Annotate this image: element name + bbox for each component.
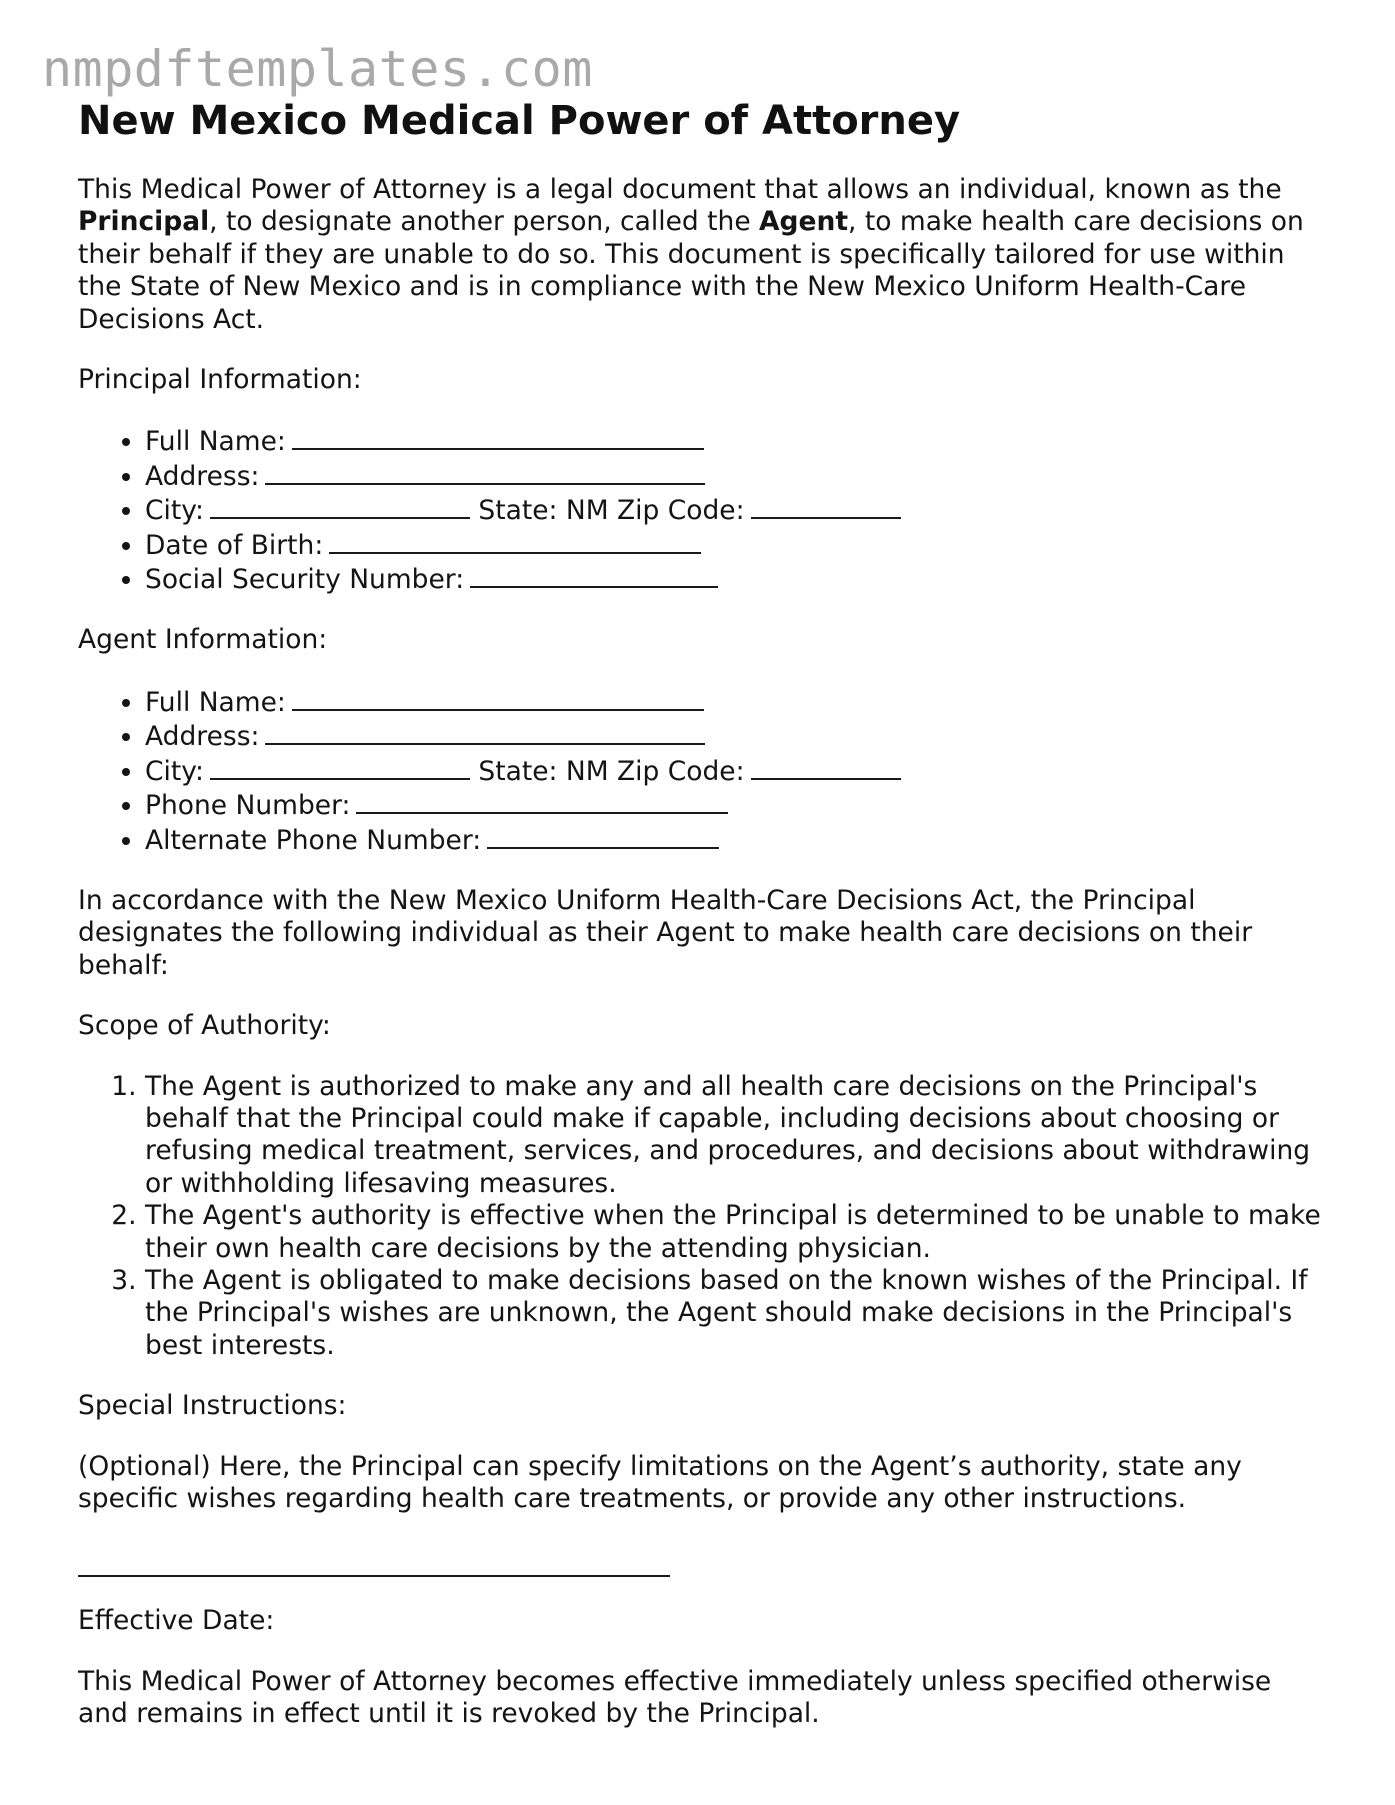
agent-term: Agent <box>759 206 849 238</box>
principal-full-name-field[interactable]: • Full Name: <box>145 424 1328 458</box>
effective-date-heading: Effective Date: <box>78 1605 275 1637</box>
principal-dob-field[interactable]: • Date of Birth: <box>145 528 1328 562</box>
agent-info-heading: Agent Information: <box>78 624 328 656</box>
agent-city-state-zip-field[interactable]: • City: State: NM Zip Code: <box>145 754 1328 788</box>
document-title: New Mexico Medical Power of Attorney <box>78 98 961 144</box>
designation-paragraph: In accordance with the New Mexico Uniform Health-Care Decisions Act, the Principal designates the following individual as their Agent to make health care decisions on their behalf: <box>78 884 1253 981</box>
agent-address-field[interactable]: • Address: <box>145 719 1328 753</box>
principal-info-heading: Principal Information: <box>78 364 362 396</box>
scope-item: 1. The Agent is authorized to make any and all health care decisions on the Principal's behalf that the Principal could make if capable, including decisions about choosing or refusing medical treatment, services, and procedures, and decisions about withdrawing or withholding lifesaving measures. <box>145 1071 1328 1201</box>
site-watermark: nmpdftemplates.com <box>42 40 593 98</box>
document-body <box>78 96 1328 1731</box>
special-instructions-line[interactable] <box>78 1549 670 1577</box>
agent-full-name-field[interactable]: • Full Name: <box>145 685 1328 719</box>
principal-address-field[interactable]: • Address: <box>145 459 1328 493</box>
agent-phone-field[interactable]: • Phone Number: <box>145 788 1328 822</box>
principal-city-state-zip-field[interactable]: • City: State: NM Zip Code: <box>145 493 1328 527</box>
scope-list <box>78 1071 1328 1363</box>
principal-ssn-field[interactable]: • Social Security Number: <box>145 562 1328 596</box>
principal-info-list <box>78 424 1328 596</box>
scope-item: 3. The Agent is obligated to make decisions based on the known wishes of the Principal. If the Principal's wishes are unknown, the Agent should make decisions in the Principal's best interests. <box>145 1265 1328 1362</box>
scope-heading: Scope of Authority: <box>78 1010 331 1042</box>
effective-date-text: This Medical Power of Attorney becomes effective immediately unless specified otherwise and remains in effect until it is revoked by the Principal. <box>78 1665 1272 1730</box>
special-instructions-heading: Special Instructions: <box>78 1390 347 1422</box>
agent-alt-phone-field[interactable]: • Alternate Phone Number: <box>145 823 1328 857</box>
special-instructions-text: (Optional) Here, the Principal can specify limitations on the Agent’s authority, state any specific wishes regarding health care treatments, or provide any other instructions. <box>78 1450 1242 1514</box>
agent-info-list <box>78 685 1328 857</box>
intro-paragraph: This Medical Power of Attorney is a legal document that allows an individual, known as the Principal, to designate another person, called the Agent, to make health care decisions on their behalf if they are unable to do so. This document is specifically tailored for use within the State of New Mexico and is in compliance with the New Mexico Uniform Health-Care Decisions Act. <box>78 174 1304 335</box>
scope-item: 2. The Agent's authority is effective when the Principal is determined to be unable to make their own health care decisions by the attending physician. <box>145 1200 1328 1265</box>
principal-term: Principal <box>78 206 210 238</box>
